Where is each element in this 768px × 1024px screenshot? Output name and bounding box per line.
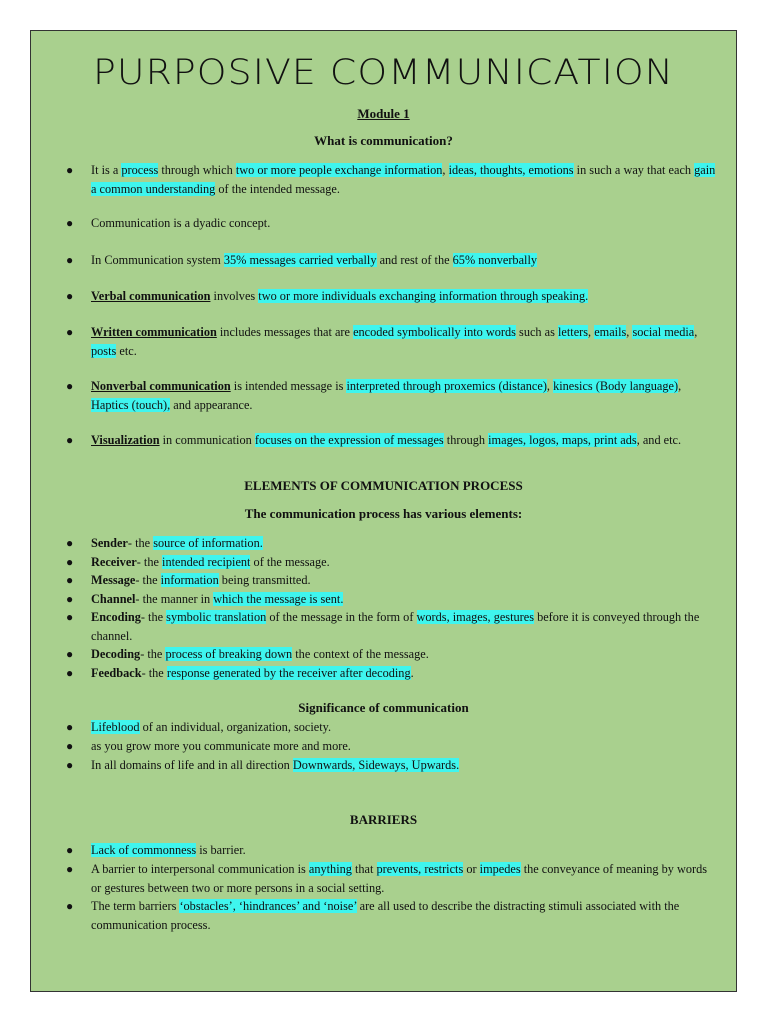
list-item: ● It is a process through which two or more people exchange information, ideas, thoughts, emotions in such a way that each gain a common understanding of the intended message.: [66, 163, 716, 196]
list-item: ● Channel- the manner in which the message is sent.: [91, 590, 716, 609]
list-item: ● Visualization in communication focuses on the expression of messages through images, logos, maps, print ads, and etc.: [91, 431, 716, 450]
bullet-icon: ●: [66, 325, 74, 339]
bullet-icon: ●: [66, 536, 74, 550]
list-item: ● Encoding- the symbolic translation of the message in the form of words, images, gestures before it is conveyed through the channel.: [66, 610, 700, 643]
bullet-icon: ●: [66, 554, 74, 569]
list-item: ● In all domains of life and in all direction Downwards, Sideways, Upwards.: [91, 756, 716, 775]
list-item: ● Message- the information being transmitted.: [91, 571, 716, 590]
bullet-icon: ●: [66, 289, 74, 303]
section-heading-significance: Significance of communication: [298, 700, 469, 715]
bullet-icon: ●: [66, 899, 74, 913]
bullet-icon: ●: [66, 843, 74, 857]
bullet-icon: ●: [66, 758, 74, 772]
section-heading-what-is-communication: What is communication?: [314, 133, 453, 148]
list-item: ● Verbal communication involves two or more individuals exchanging information through speaking.: [91, 287, 716, 306]
list-item: ● as you grow more you communicate more and more.: [91, 737, 716, 756]
bullet-icon: ●: [66, 610, 74, 624]
bullet-icon: ●: [66, 591, 74, 606]
bullet-icon: ●: [66, 720, 74, 734]
bullet-icon: ●: [66, 665, 74, 680]
list-item: ● Nonverbal communication is intended message is interpreted through proxemics (distance), kinesics (Body language), Haptics (touch), and appearance.: [66, 379, 682, 412]
bullet-icon: ●: [66, 573, 74, 587]
list-item: ● Feedback- the response generated by the receiver after decoding.: [91, 664, 716, 683]
document-page: [30, 30, 737, 992]
section-subheading-elements: The communication process has various elements:: [244, 506, 523, 521]
bullet-icon: ●: [66, 862, 74, 876]
bullet-icon: ●: [66, 433, 74, 447]
bullet-icon: ●: [66, 163, 74, 177]
list-item: ● The term barriers ‘obstacles’, ‘hindrances’ and ‘noise’ are all used to describe the distracting stimuli associated with the communication process.: [66, 899, 680, 932]
list-item: ● Lifeblood of an individual, organization, society.: [91, 718, 716, 737]
list-item: ● Communication is a dyadic concept.: [91, 214, 716, 233]
list-item: ● Lack of commonness is barrier.: [91, 841, 716, 860]
list-item: ● Sender- the source of information.: [91, 534, 716, 553]
list-item: ● Receiver- the intended recipient of the message.: [91, 553, 716, 572]
list-item: ● Decoding- the process of breaking down the context of the message.: [91, 645, 716, 664]
bullet-icon: ●: [66, 739, 74, 753]
list-item: ● Written communication includes messages that are encoded symbolically into words such as letters, emails, social media, posts etc.: [66, 325, 698, 358]
bullet-icon: ●: [66, 647, 74, 661]
list-item: ● In Communication system 35% messages carried verbally and rest of the 65% nonverbally: [91, 251, 716, 270]
section-heading-barriers: BARRIERS: [349, 812, 418, 827]
section-heading-elements: ELEMENTS OF COMMUNICATION PROCESS: [244, 478, 523, 493]
document-title: PURPOSIVE COMMUNICATION: [92, 53, 675, 93]
bullet-icon: ●: [66, 379, 74, 393]
list-item: ● A barrier to interpersonal communication is anything that prevents, restricts or impedes the conveyance of meaning by words or gestures between two or more persons in a social setting.: [66, 862, 708, 895]
bullet-icon: ●: [66, 253, 74, 267]
module-label: Module 1: [357, 106, 410, 121]
bullet-icon: ●: [66, 216, 74, 230]
